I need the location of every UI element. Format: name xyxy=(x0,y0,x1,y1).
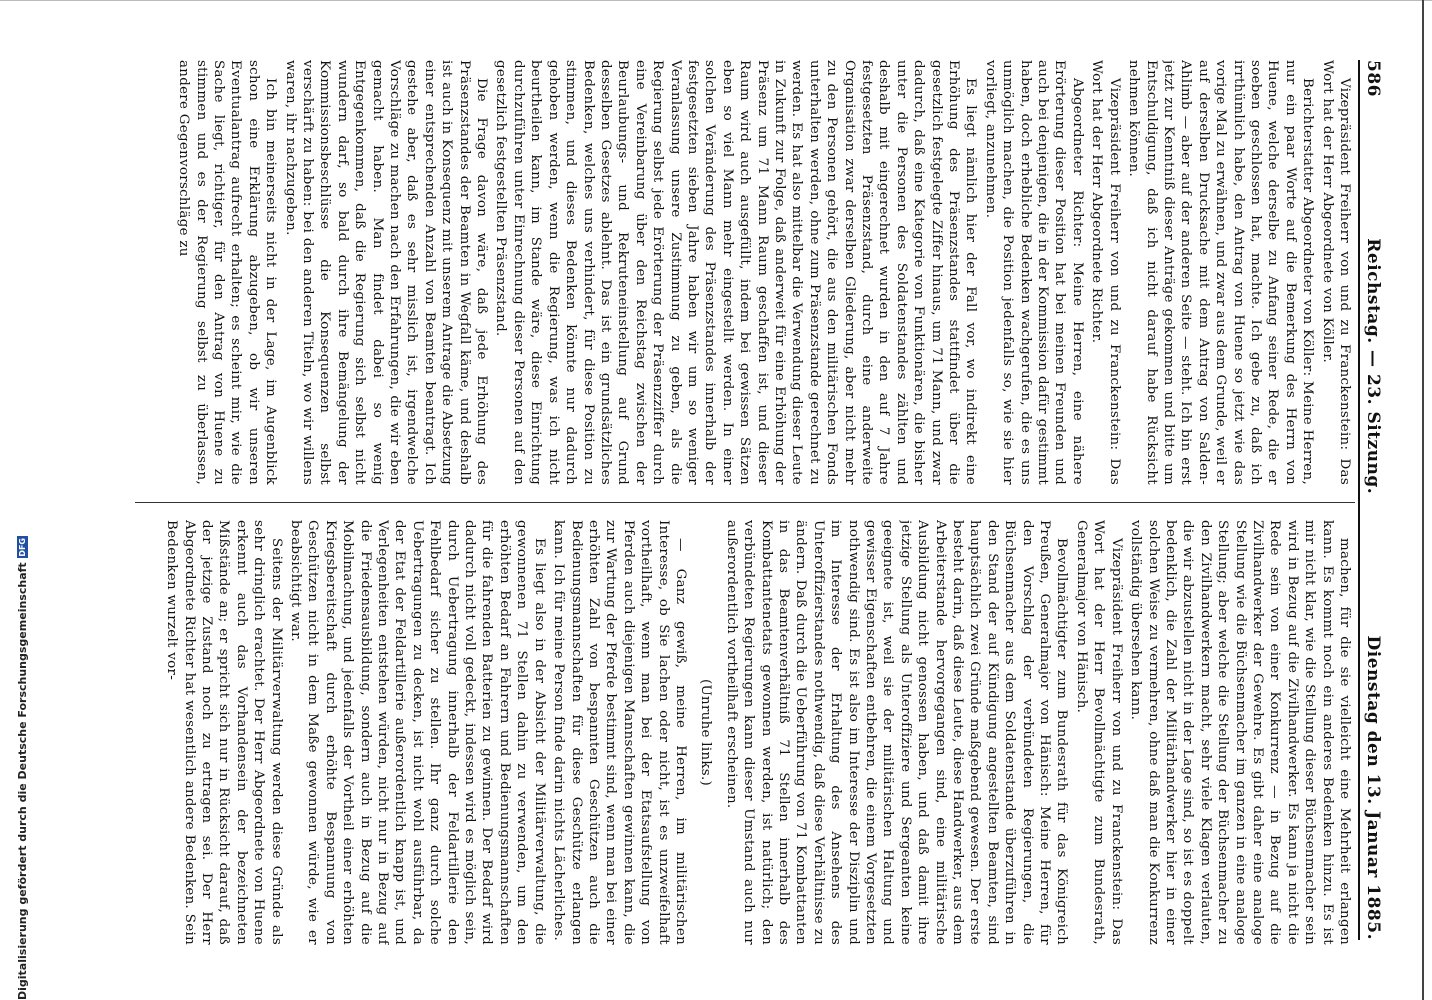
paragraph: Vizepräsident Freiherr von und zu Franckenstein: Das Wort hat der Herr Abgeordnete Richter. xyxy=(1089,60,1122,485)
left-column xyxy=(113,60,1353,485)
paragraph: Seitens der Militärverwaltung werden diese Gründe als sehr dringlich erachtet. Der Herr Abgeordnete von Huene erkennt auch das Vorhandensein der bezeichneten Mißstände an; er spricht sich nur in Rücksicht darauf, daß der jetzige Zustand noch zu ertragen sei. Der Herr Abgeordnete Richter hat wesentlich andere Bedenken. Sein Bedenken wurzelt vor- xyxy=(164,520,284,945)
page-number: 586 xyxy=(1363,60,1383,97)
digitization-credit xyxy=(14,0,30,1000)
right-column xyxy=(113,520,1353,945)
paragraph: Die Frage davon wäre, daß jede Erhöhung des Präsenzstandes der Beamten in Wegfall käme, und deshalb ist auch in Konsequenz mit unserem Antrage die Absetzung einer entsprechenden Anzahl von Beamten beantragt. Ich gestehe aber, daß es sehr misslich ist, irgendwelche Vorschläge zu machen nach den Erfahrungen, die wir eben gemacht haben. Man findet dabei so wenig Entgegenkommen, daß die Regierung sich selbst nicht wundern darf, so bald durch ihre Bemängelung der Kommissionsbeschlüsse die Konsequenzen selbst verschärft zu haben: bei den anderen Titeln, wo wir willens waren, ihr nachzugeben. xyxy=(282,60,490,485)
column-divider xyxy=(135,502,1355,503)
dfg-logo-icon: DFG xyxy=(17,538,27,557)
paragraph: Es liegt nämlich hier der Fall vor, wo indirekt eine Erhöhung des Präsenzstandes stattfindet über die gesetzlich festgelegte Ziffer hinaus, um 71 Mann, und zwar dadurch, daß eine Kategorie von Funktionären, die bisher unter die Personen des Soldatenstandes zählten und deshalb mit eingerechnet wurden in den auf 7 Jahre festgesetzten Präsenzstand, durch eine anderweite Organisation zwar derselben Gliederung, aber nicht mehr zu den Personen gehört, die aus den militärischen Fonds unterhalten werden, ohne zum Präsenzstande gerechnet zu werden. Es hat also mittelbar die Verwendung dieser Leute in Zukunft zur Folge, daß anderweit für eine Erhöhung der Präsenz um 71 Mann Raum geschaffen ist, und dieser Raum wird auch ausgefüllt, indem bei gewissen Sätzen eben so viel Mann mehr eingestellt werden. In einer solchen Veränderung des Präsenzstandes innerhalb der festgesetzten sieben Jahre haben wir um so weniger Veranlassung unsere Zustimmung zu geben, als die Regierung selbst jede Erörterung der Präsenzziffer durch eine Vereinbarung über den Reichstag zwischen der Beurlaubungs- und Rekruteneinstellung auf Grund desselben Gesetzes ablehnt. Das ist ein grundsätzliches Bedenken, welches uns verhindert, für diese Position zu stimmen, und dieses Bedenken könnte nur dadurch gehoben werden, wenn die Regierung, was ich nicht beurtheilen kann, im Stande wäre, diese Einrichtung durchzuführen unter Einrechnung dieser Personen auf den gesetzlich festgestellten Präsenzstand. xyxy=(493,60,979,485)
paragraph: Berichterstatter Abgeordneter von Köller: Meine Herren, nur ein paar Worte auf die Bemerkung des Herrn von Huene, welche derselbe zu Anfang seiner Rede, die er soeben geschlossen hat, machte. Ich gebe zu, daß ich irrthümlich habe, den Antrag von Huene so jetzt wie das vorige Mal zu erwähnen, und zwar aus dem Grunde, weil er auf derselben Drucksache mit dem Antrag von Salden-Ahlimb — aber auf der anderen Seite — steht. Ich bin erst jetzt zur Kenntniß dieser Anträge gekommen und bitte um Entschuldigung, daß ich nicht darauf habe Rücksicht nehmen können. xyxy=(1126,60,1316,485)
paragraph: Vizepräsident Freiherr von und zu Franckenstein: Das Wort hat der Herr Abgeordnete von Köller. xyxy=(1319,60,1352,485)
interjection: (Unruhe links.) xyxy=(698,678,714,787)
header-date: Dienstag den 13. Januar 1885. xyxy=(1363,635,1383,940)
paragraph: Vizepräsident Freiherr von und zu Franckenstein: Das Wort hat der Herr Bevollmächtigte zum Bundesrath, Generalmajor von Hänisch. xyxy=(1073,520,1124,945)
rotated-document-page xyxy=(105,0,1395,1000)
header-session: Reichstag. — 23. Sitzung. xyxy=(1363,238,1383,495)
credit-text: Digitalisierung gefördert durch die Deutsche Forschungsgemeinschaft xyxy=(15,562,29,1000)
paragraph: Bevollmächtigter zum Bundesrath für das Königreich Preußen, Generalmajor von Hänisch: Meine Herren, für den Vorschlag der verbündeten Regierungen, die Büchsenmacher aus dem Soldatenstande überzuführen in den Stand der auf Kündigung angestellten Beamten, sind hauptsächlich zwei Gründe maßgebend gewesen. Der erste besteht darin, daß diese Leute, diese Handwerker, aus dem Arbeiterstande hervorgegangen sind, eine militärische Ausbildung nicht genossen haben, und daß damit ihre jetzige Stellung als Unteroffiziere und Sergeanten keine geeignete ist, weil sie der militärischen Haltung und gewisser Eigenschaften entbehren, die einem Vorgesetzten nothwendig sind. Es ist also im Interesse der Disziplin und im Interesse der Erhaltung des Ansehens des Unteroffizierstandes nothwendig, daß diese Verhältnisse zu ändern. Daß durch die Ueberführung von 71 Kombattanten in das Beamtenverhältniß 71 Stellen innerhalb des Kombattantenetats gewonnen werden, ist natürlich; den verbündeten Regierungen kann dieser Umstand auch nur außerordentlich vortheilhaft erscheinen. xyxy=(723,520,1070,945)
paragraph: — Ganz gewiß, meine Herren, im militärischen Interesse, ob Sie lachen oder nicht, ist es unzweifelhaft vortheilhaft, wenn man bei der Etatsaufstellung von Pferden auch diejenigen Mannschaften gewinnen kann, die zur Wartung der Pferde bestimmt sind, wenn man bei einer erhöhten Zahl von bespannten Geschützen auch die Bedienungsmannschaften für diese Geschütze erlangen kann. Ich für meine Person finde darin nichts Lächerliches. xyxy=(551,520,688,945)
paragraph: Es liegt also in der Absicht der Militärverwaltung, die gewonnenen 71 Stellen dahin zu verwenden, um den erhöhten Bedarf an Fahrern und Bedienungsmannschaften für die fahrenden Batterien zu gewinnen. Der Bedarf wird dadurch nicht voll gedeckt, indessen wird es möglich sein, durch Uebertragung innerhalb der Feldartillerie den Fehlbedarf sicher zu stellen. Ihr ganz durch solche Uebertragungen zu decken, ist nicht wohl ausführbar, da der Etat der Feldartillerie außerordentlich knapp ist, und Verlegenheiten entstehen würden, nicht nur in Bezug auf die Friedensausbildung, sondern auch in Bezug auf die Mobilmachung, und jedenfalls der Vortheil einer erhöhten Kriegsbereitschaft durch erhöhte Bespannung von Geschützen nicht in dem Maße gewonnen würde, wie er beabsichtigt war. xyxy=(288,520,547,945)
paragraph: Abgeordneter Richter: Meine Herren, eine nähere Erörterung dieser Position hat bei meinen Freunden und auch bei denjenigen, die in der Kommission dafür gestimmt haben, doch erhebliche Bedenken wachgerufen, die es uns unmöglich machen, die Position jedenfalls so, wie sie hier vorliegt, anzunehmen. xyxy=(982,60,1085,485)
page-header xyxy=(1358,60,1393,940)
scan-right-edge xyxy=(1422,0,1424,1000)
paragraph: Ich bin meinerseits nicht in der Lage, im Augenblick schon eine Erklärung abzugeben, ob wir unseren Eventualantrag aufrecht erhalten; es scheint mir, wie die Sache liegt, richtiger, für den Antrag von Huene zu stimmen und es der Regierung selbst zu überlassen, andere Gegenvorschläge zu xyxy=(176,60,279,485)
paragraph: machen, für die sie vielleicht eine Mehrheit erlangen kann. Es kommt noch ein anderes Bedenken hinzu. Es ist mir nicht klar, wie die Stellung dieser Büchsenmacher sein wird in Bezug auf die Zivilhandwerker. Es kann ja nicht die Rede sein von einer Konkurrenz — in Bezug auf die Zivilhandwerker der Gewehre. Es gibt daher eine analoge Stellung wie die Büchsenmacher im ganzen in eine analoge Stellung; aber welche die Stellung der Büchsenmacher zu den Zivilhandwerkern macht, sehr viele Klagen verlauten, die wir abzustellen nicht in der Lage sind, so ist es doppelt bedenklich, die Zahl der Militärhandwerker hier in einer solchen Weise zu vermehren, ohne daß man die Konkurrenz vollständig übersehen kann. xyxy=(1128,520,1352,945)
